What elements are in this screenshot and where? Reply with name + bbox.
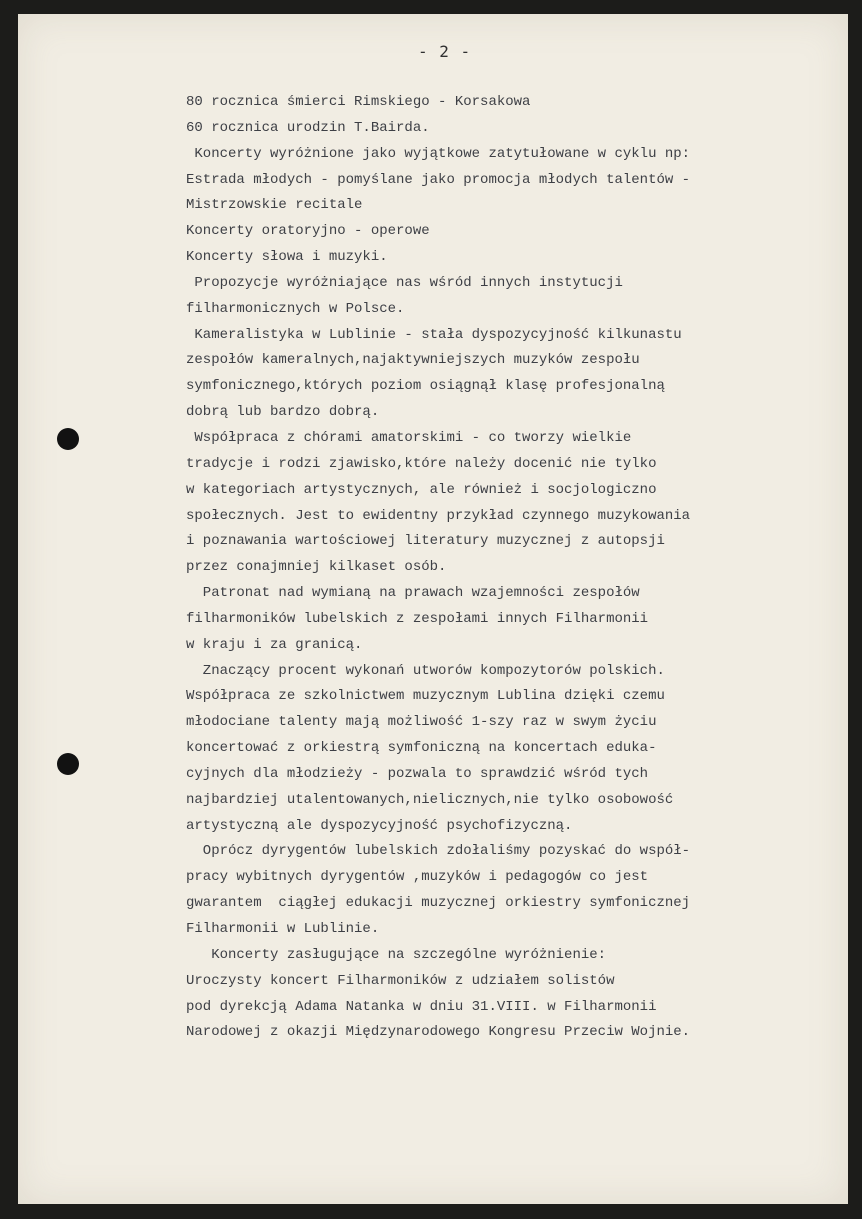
document-page [18, 14, 848, 1204]
text-line: i poznawania wartościowej literatury muzycznej z autopsji [186, 533, 665, 550]
text-line: w kraju i za granicą. [186, 636, 363, 653]
text-line: społecznych. Jest to ewidentny przykład czynnego muzykowania [186, 507, 691, 524]
text-line: Koncerty słowa i muzyki. [186, 249, 388, 266]
text-line: Estrada młodych - pomyślane jako promocja młodych talentów - [186, 171, 691, 188]
text-line: młodociane talenty mają możliwość 1-szy raz w swym życiu [186, 714, 657, 731]
text-line: Patronat nad wymianą na prawach wzajemności zespołów [186, 585, 640, 602]
punch-hole-lower [57, 753, 79, 775]
text-line: zespołów kameralnych,najaktywniejszych muzyków zespołu [186, 352, 640, 369]
text-line: artystyczną ale dyspozycyjność psychofizyczną. [186, 817, 573, 834]
text-line: w kategoriach artystycznych, ale również i socjologiczno [186, 481, 657, 498]
text-line: najbardziej utalentowanych,nielicznych,nie tylko osobowość [186, 791, 674, 808]
punch-hole-upper [57, 428, 79, 450]
text-line: 60 rocznica urodzin T.Bairda. [186, 119, 430, 136]
page-number: - 2 - [418, 42, 472, 61]
text-line: Narodowej z okazji Międzynarodowego Kongresu Przeciw Wojnie. [186, 1024, 691, 1041]
text-line: Znaczący procent wykonań utworów kompozytorów polskich. [186, 662, 665, 679]
text-line: koncertować z orkiestrą symfoniczną na koncertach eduka- [186, 740, 657, 757]
text-line: symfonicznego,których poziom osiągnął klasę profesjonalną [186, 378, 665, 395]
text-line: Oprócz dyrygentów lubelskich zdołaliśmy pozyskać do współ- [186, 843, 691, 860]
text-line: Współpraca ze szkolnictwem muzycznym Lublina dzięki czemu [186, 688, 665, 705]
text-line: gwarantem ciągłej edukacji muzycznej orkiestry symfonicznej [186, 895, 691, 912]
text-line: przez conajmniej kilkaset osób. [186, 559, 447, 576]
text-line: Kameralistyka w Lublinie - stała dyspozycyjność kilkunastu [186, 326, 682, 343]
text-line: Mistrzowskie recitale [186, 197, 363, 214]
text-line: Koncerty wyróżnione jako wyjątkowe zatytułowane w cyklu np: [186, 145, 691, 162]
typewritten-body [186, 90, 826, 1046]
text-line: Propozycje wyróżniające nas wśród innych instytucji [186, 274, 623, 291]
text-line: filharmoników lubelskich z zespołami innych Filharmonii [186, 610, 649, 627]
text-line: cyjnych dla młodzieży - pozwala to sprawdzić wśród tych [186, 765, 649, 782]
text-line: pracy wybitnych dyrygentów ,muzyków i pedagogów co jest [186, 869, 649, 886]
text-line: Uroczysty koncert Filharmoników z udziałem solistów [186, 972, 615, 989]
text-line: Filharmonii w Lublinie. [186, 921, 380, 937]
text-line: pod dyrekcją Adama Natanka w dniu 31.VIII. w Filharmonii [186, 998, 657, 1015]
text-line: dobrą lub bardzo dobrą. [186, 404, 380, 421]
text-line: tradycje i rodzi zjawisko,które należy docenić nie tylko [186, 455, 657, 472]
text-line: 80 rocznica śmierci Rimskiego - Korsakowa [186, 94, 531, 110]
text-line: Współpraca z chórami amatorskimi - co tworzy wielkie [186, 429, 632, 446]
text-line: Koncerty oratoryjno - operowe [186, 223, 430, 240]
text-line: filharmonicznych w Polsce. [186, 300, 405, 317]
text-line: Koncerty zasługujące na szczególne wyróżnienie: [186, 946, 607, 963]
